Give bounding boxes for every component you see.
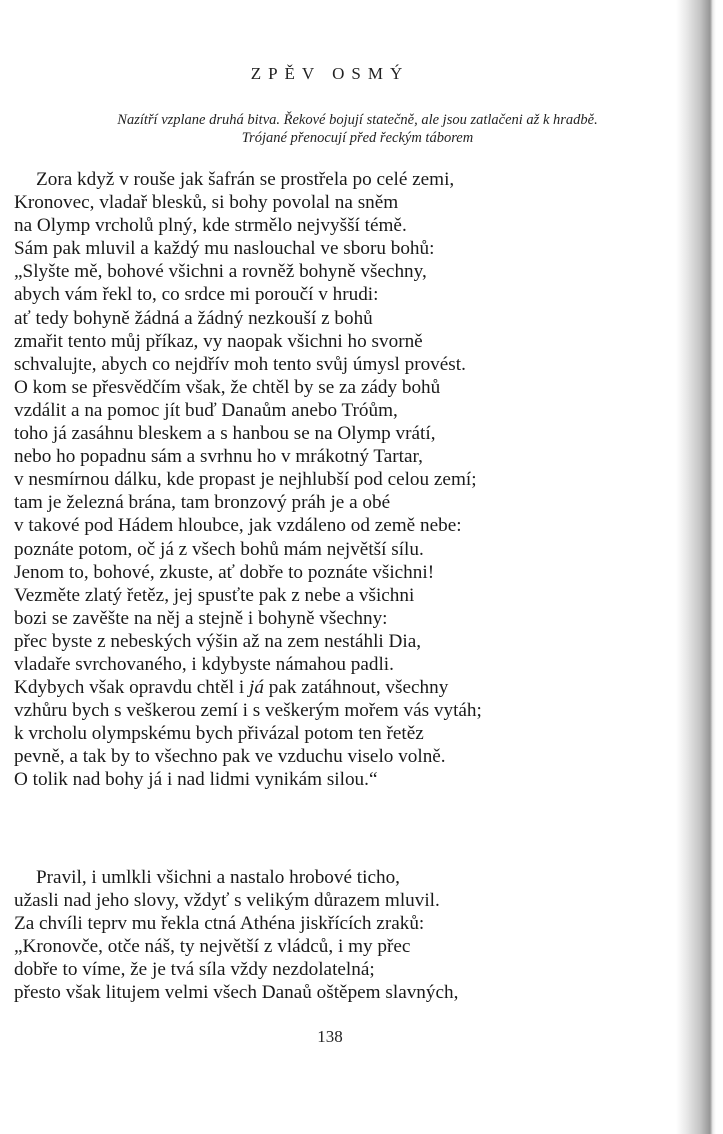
verse-line: na Olymp vrcholů plný, kde strmělo nejvyšší témě. <box>14 215 407 237</box>
verse-line: poznáte potom, oč já z všech bohů mám největší sílu. <box>14 538 424 560</box>
argument-line: Nazítří vzplane druhá bitva. Řekové bojují statečně, ale jsou zatlačeni až k hradbě. <box>117 112 598 128</box>
verse-line: Zora když v rouše jak šafrán se prostřela po celé zemi, <box>36 169 455 190</box>
verse-line: Jenom to, bohové, zkuste, ať dobře to poznáte všichni! <box>14 561 435 583</box>
verse-line: ať tedy bohyně žádná a žádný nezkouší z bohů <box>14 307 373 329</box>
verse-line: tam je železná brána, tam bronzový práh je a obé <box>14 492 391 514</box>
chapter-argument <box>10 111 705 147</box>
verse-line: bozi se zavěšte na něj a stejně i bohyně všechny: <box>14 607 388 629</box>
verse-line: pevně, a tak by to všechno pak ve vzduchu viselo volně. <box>14 746 446 768</box>
verse-stanza-1 <box>14 168 482 792</box>
verse-line: nebo ho popadnu sám a svrhnu ho v mrákotný Tartar, <box>14 446 423 468</box>
verse-line: O tolik nad bohy já i nad lidmi vynikám silou.“ <box>14 769 378 791</box>
verse-line: Kronovec, vladař blesků, si bohy povolal na sněm <box>14 192 399 214</box>
verse-line: zmařit tento můj příkaz, vy naopak všichni ho svorně <box>14 330 423 352</box>
verse-line: „Slyšte mě, bohové všichni a rovněž bohyně všechny, <box>14 261 427 283</box>
verse-line: přesto však litujem velmi všech Danaů oštěpem slavných, <box>14 982 459 1004</box>
verse-line: O kom se přesvědčím však, že chtěl by se za zády bohů <box>14 376 441 398</box>
argument-line: Trójané přenocují před řeckým táborem <box>241 130 474 146</box>
verse-line: v takové pod Hádem hloubce, jak vzdáleno od země nebe: <box>14 515 462 537</box>
emphasized-word: já <box>249 677 264 699</box>
verse-line: Pravil, i umlkli všichni a nastalo hrobové ticho, <box>36 867 400 888</box>
chapter-title: ZPĚV OSMÝ <box>250 64 410 83</box>
verse-line: vladaře svrchovaného, i kdybyste námahou padli. <box>14 653 394 675</box>
verse-line: abych vám řekl to, co srdce mi poroučí v hrudi: <box>14 284 379 306</box>
page-number: 138 <box>317 1027 343 1046</box>
verse-line: vzhůru bych s veškerou zemí i s veškerým mořem vás vytáh; <box>14 700 482 722</box>
verse-line: Vezměte zlatý řetěz, jej spusťte pak z nebe a všichni <box>14 584 415 606</box>
verse-line: Kdybych však opravdu chtěl i já pak zatáhnout, všechny <box>14 677 449 699</box>
verse-line: užasli nad jeho slovy, vždyť s velikým důrazem mluvil. <box>14 890 440 912</box>
verse-line: schvalujte, abych co nejdřív moh tento svůj úmysl provést. <box>14 353 466 375</box>
page-binding-shadow <box>676 0 716 1134</box>
verse-line: toho já zasáhnu bleskem a s hanbou se na Olymp vrátí, <box>14 423 436 445</box>
verse-line: vzdálit a na pomoc jít buď Danaům anebo Tróům, <box>14 399 398 421</box>
verse-line: v nesmírnou dálku, kde propast je nejhlubší pod celou zemí; <box>14 469 477 491</box>
verse-line: „Kronovče, otče náš, ty největší z vládců, i my přec <box>14 936 411 958</box>
verse-line: Za chvíli teprv mu řekla ctná Athéna jiskřících zraků: <box>14 913 425 935</box>
verse-line: k vrcholu olympskému bych přivázal potom ten řetěz <box>14 723 424 745</box>
verse-line: dobře to víme, že je tvá síla vždy nezdolatelná; <box>14 959 375 981</box>
verse-stanza-2 <box>14 866 458 1005</box>
verse-line: Sám pak mluvil a každý mu naslouchal ve sboru bohů: <box>14 238 435 260</box>
verse-line: přec byste z nebeských výšin až na zem nestáhli Dia, <box>14 630 422 652</box>
